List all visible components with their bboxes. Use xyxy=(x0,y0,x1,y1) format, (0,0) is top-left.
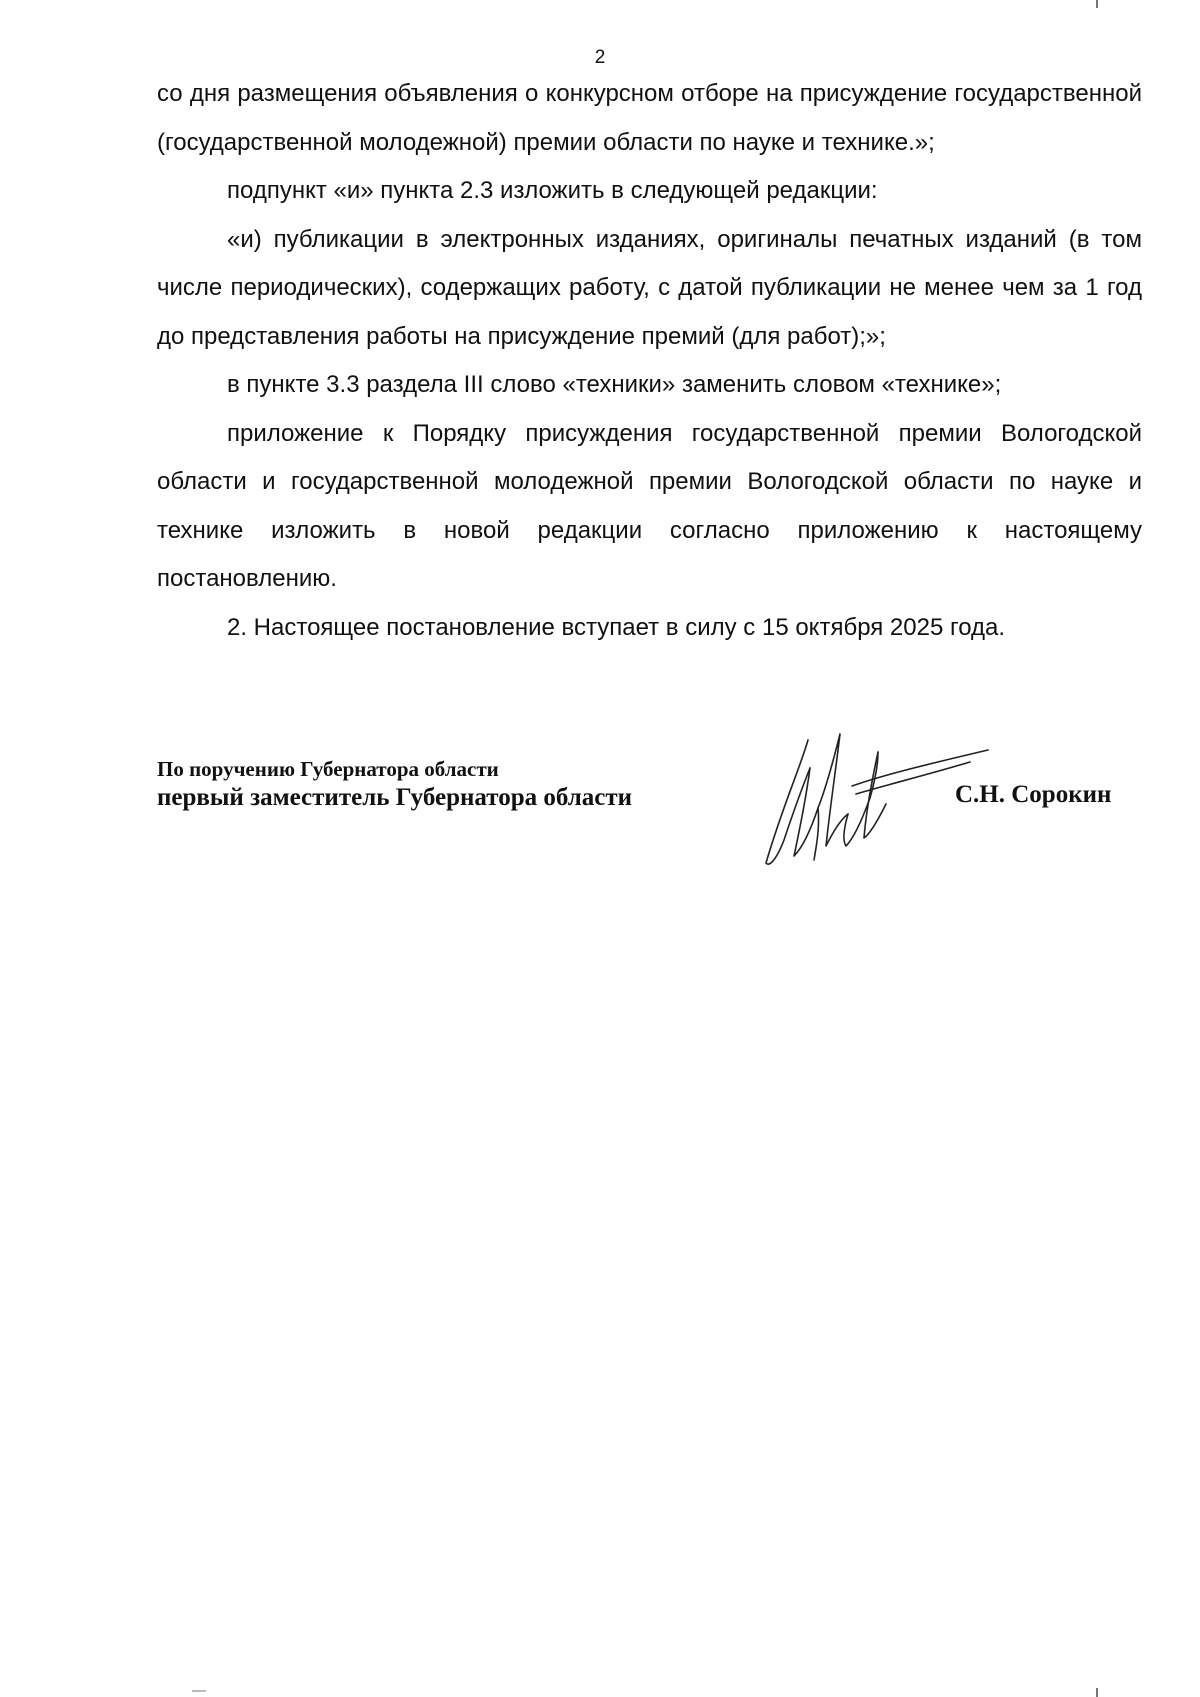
signatory-authority-line: По поручению Губернатора области xyxy=(157,757,499,781)
paragraph-appendix: приложение к Порядку присуждения государственной премии Вологодской области и государственной молодежной премии Вологодской области по науке и технике изложить в новой редакции согласно приложению к настоящему постановлению. xyxy=(157,419,1142,592)
paragraph-subpoint-text: «и) публикации в электронных изданиях, оригиналы печатных изданий (в том числе периодических), содержащих работу, с датой публикации не менее чем за 1 год до представления работы на присуждение премий (для работ);»; xyxy=(157,225,1142,350)
scan-artifact-top-right xyxy=(1096,0,1098,8)
scan-artifact-bottom-right xyxy=(1096,1688,1098,1697)
paragraph-point-3-3: в пункте 3.3 раздела III слово «техники» заменить словом «технике»; xyxy=(227,371,1002,398)
paragraph-subpoint-instruction: подпункт «и» пункта 2.3 изложить в следующей редакции: xyxy=(227,177,878,204)
paragraph-continuation: со дня размещения объявления о конкурсном отборе на присуждение государственной (государственной молодежной) премии области по науке и технике.»; xyxy=(157,80,1142,156)
signatory-title xyxy=(157,755,632,813)
signer-name: С.Н. Сорокин xyxy=(955,781,1112,808)
scan-artifact-bottom-left xyxy=(192,1690,206,1692)
document-body xyxy=(157,70,1142,652)
paragraph-effective-date: 2. Настоящее постановление вступает в силу с 15 октября 2025 года. xyxy=(227,613,1006,641)
signatory-position-line: первый заместитель Губернатора области xyxy=(157,784,633,811)
page-number: 2 xyxy=(594,47,606,68)
